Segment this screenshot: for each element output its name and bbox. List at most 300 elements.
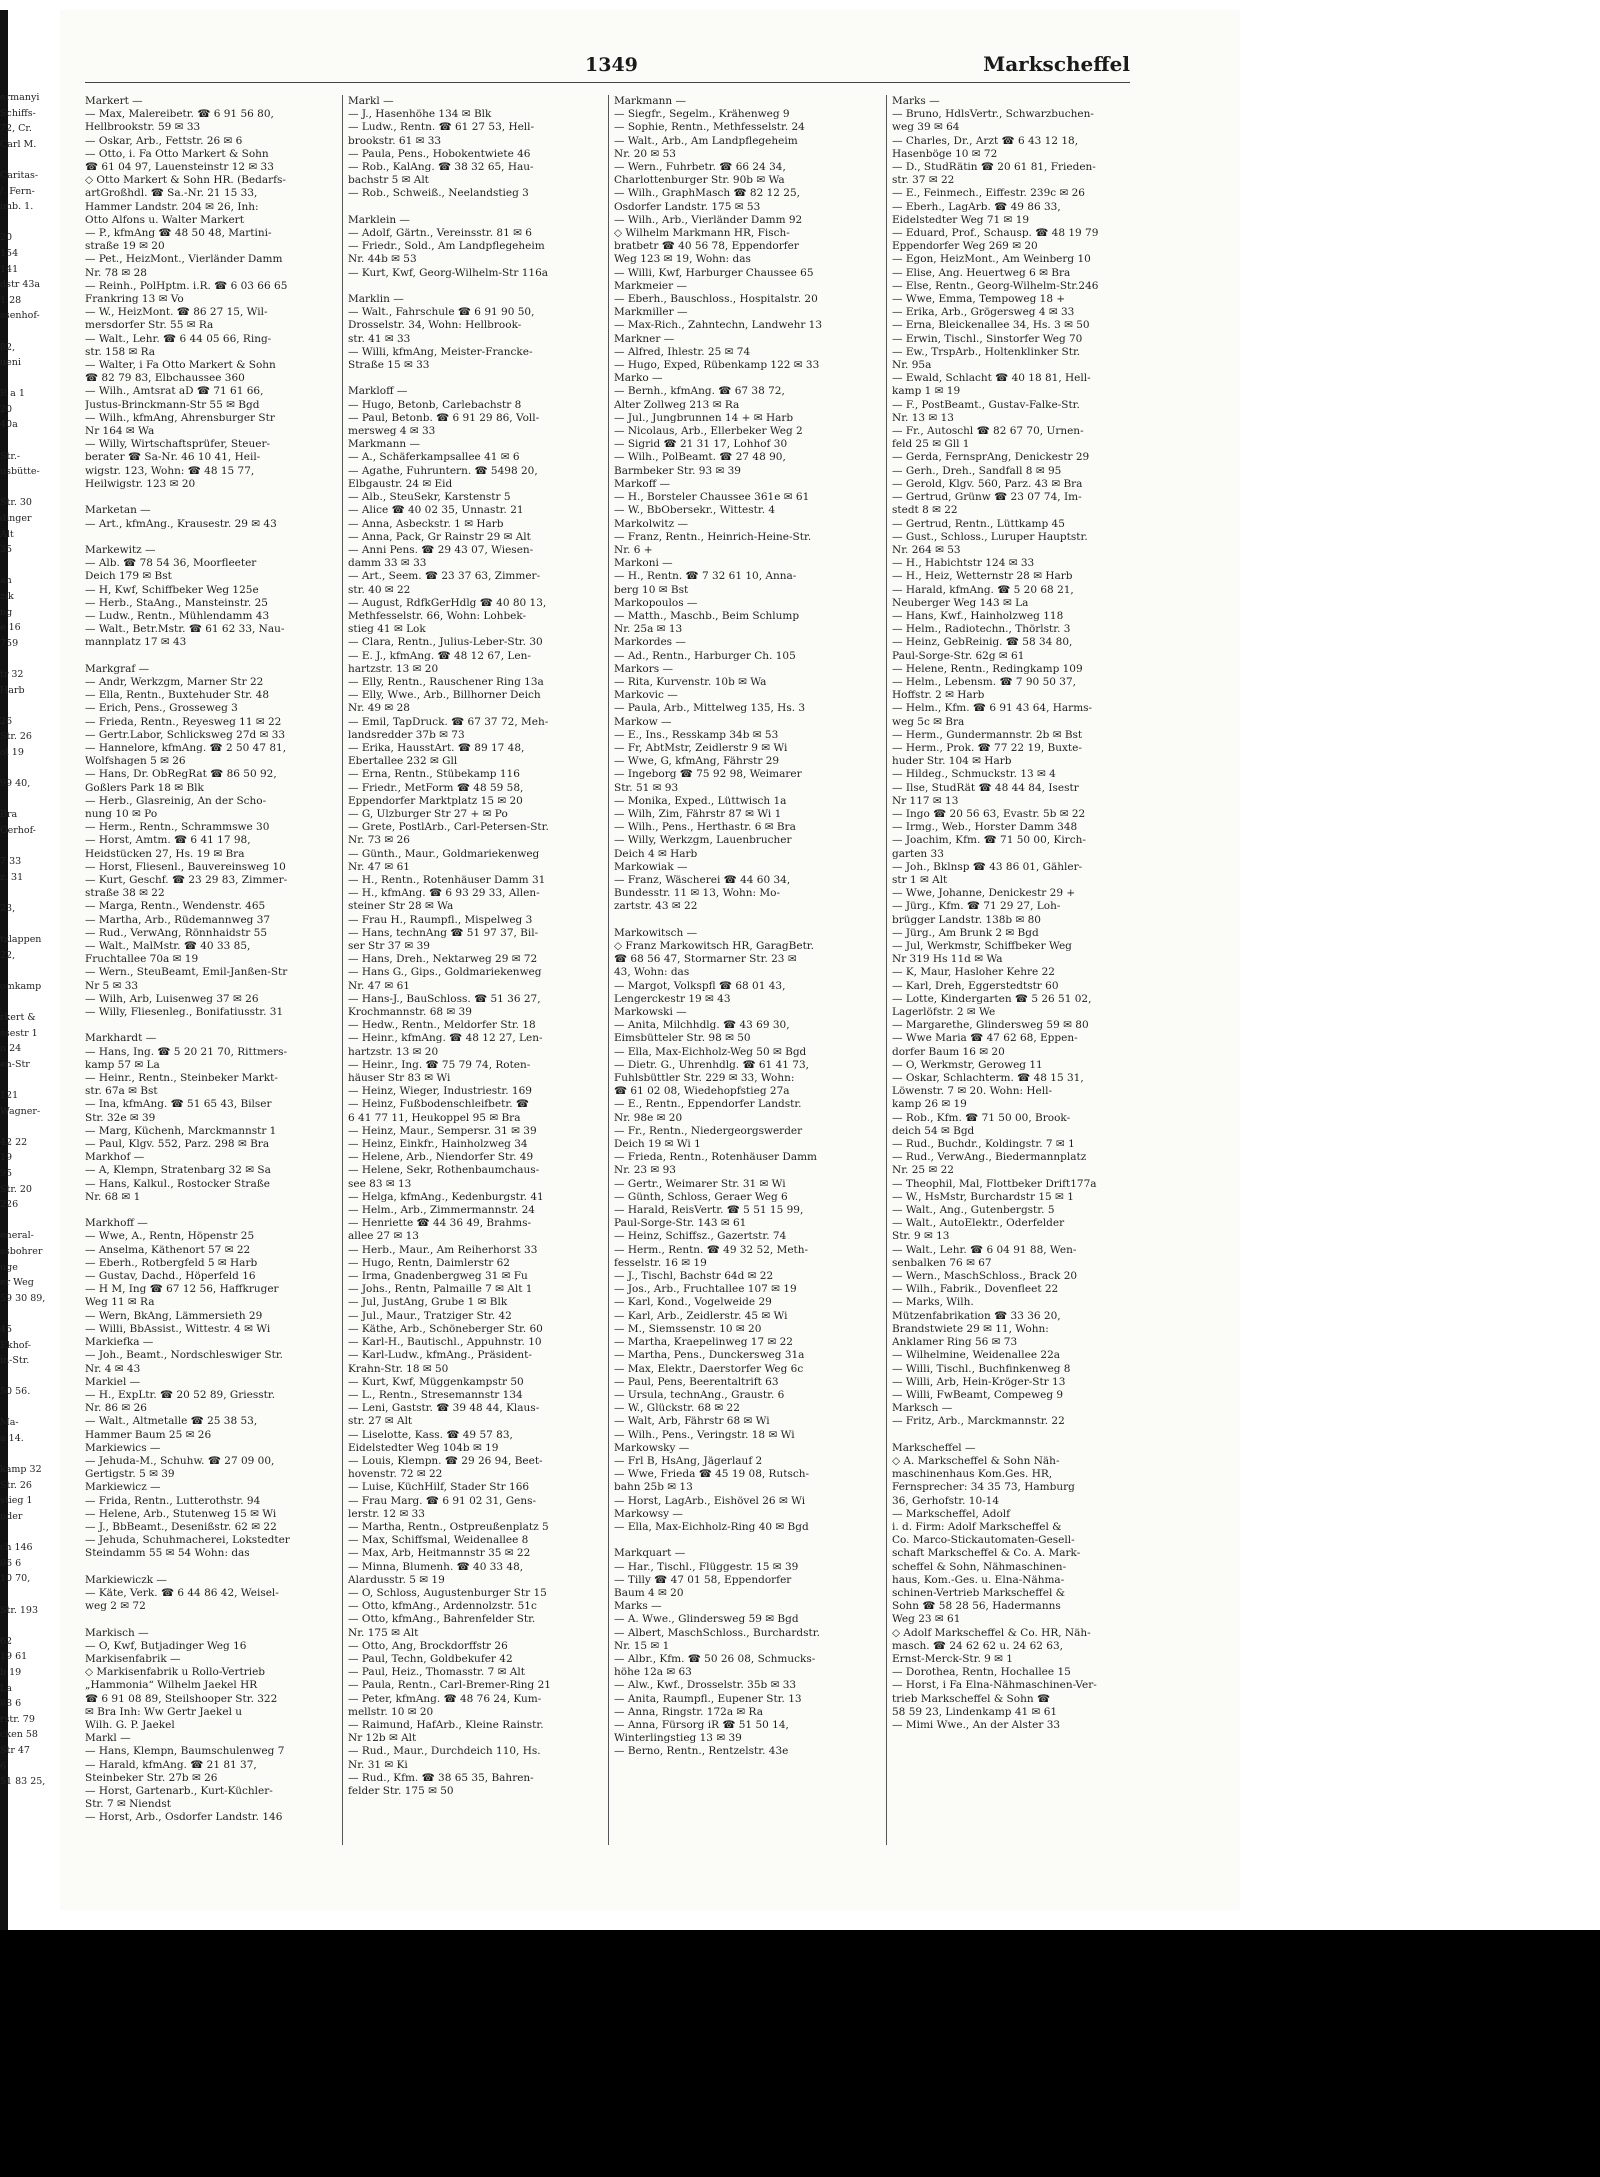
column-1 [85, 95, 341, 1825]
directory-line: — Eberh., LagArb. ☎ 49 86 33, [892, 200, 1061, 213]
directory-line: — Jürg., Am Brunk 2 ✉ Bgd [892, 926, 1039, 939]
previous-page-fragment: 82, [0, 341, 16, 353]
directory-line: — Heinz, Schiffsz., Gazertstr. 74 [614, 1230, 787, 1243]
surname-heading: Markowsy — [614, 1507, 683, 1520]
column-2 [348, 95, 604, 1798]
surname-heading: Markner — [614, 332, 675, 345]
directory-line: — Martha, Kraepelinweg 17 ✉ 22 [614, 1336, 793, 1349]
directory-line: — Hans, Dr. ObRegRat ☎ 86 50 92, [85, 768, 277, 781]
surname-heading: Marklin — [348, 293, 404, 306]
directory-line: — Kurt, Kwf, Georg-Wilhelm-Str 116a [348, 266, 549, 279]
surname-heading: Markmeier — [614, 279, 687, 292]
previous-page-fragment [0, 152, 52, 168]
directory-line: — Ingo ☎ 20 56 63, Evastr. 5b ✉ 22 [892, 807, 1086, 820]
directory-line: Paul-Sorge-Str. 62g ✉ 61 [892, 649, 1025, 662]
directory-line: — Paul, Heiz., Thomasstr. 7 ✉ Alt [348, 1666, 525, 1679]
directory-line: — Max, Arb, Heitmannstr 35 ✉ 22 [348, 1547, 531, 1560]
directory-line: 58 59 23, Lindenkamp 41 ✉ 61 [892, 1705, 1058, 1718]
directory-line: — F., PostBeamt., Gustav-Falke-Str. [892, 398, 1080, 411]
directory-line: — Pet., HeizMont., Vierländer Damm [85, 253, 283, 266]
directory-line: masch. ☎ 24 62 62 u. 24 62 63, [892, 1639, 1063, 1652]
directory-line: — Ewald, Schlacht ☎ 40 18 81, Hell- [892, 372, 1091, 385]
directory-line: — Wilh, Arb, Luisenweg 37 ✉ 26 [85, 992, 259, 1005]
directory-line: wigstr. 123, Wohn: ☎ 48 15 77, [85, 464, 255, 477]
directory-line: — Nicolaus, Arb., Ellerbeker Weg 2 [614, 425, 803, 438]
surname-heading: Markl — [85, 1732, 131, 1745]
previous-page-fragment: Str. 26 [0, 1479, 32, 1491]
directory-line: — Heinz, GebReinig. ☎ 58 34 80, [892, 636, 1073, 649]
directory-line: — Wern, BkAng, Lämmersieth 29 [85, 1309, 263, 1322]
surname-heading: Marketan — [85, 504, 151, 517]
directory-line: — Art., Seem. ☎ 23 37 63, Zimmer- [348, 570, 541, 583]
directory-line: — Emil, TapDruck. ☎ 67 37 72, Meh- [348, 715, 549, 728]
directory-line: damm 33 ✉ 33 [348, 557, 427, 570]
directory-line: Nr 12b ✉ Alt [348, 1732, 417, 1745]
directory-line: — Peter, kfmAng. ☎ 48 76 24, Kum- [348, 1692, 542, 1705]
directory-line: „Hammonia“ Wilhelm Jaekel HR [85, 1679, 258, 1692]
directory-line: Hammer Baum 25 ✉ 26 [85, 1428, 212, 1441]
directory-line: — Horst, LagArb., Eishövel 26 ✉ Wi [614, 1494, 806, 1507]
directory-line: — Walter, i Fa Otto Markert & Sohn [85, 359, 276, 372]
directory-line: — Franz, Rentn., Heinrich-Heine-Str. [614, 530, 812, 543]
directory-line: — Helene, Arb., Niendorfer Str. 49 [348, 1151, 534, 1164]
directory-line: — O, Schloss, Augustenburger Str 15 [348, 1586, 547, 1599]
directory-line: — Harald, kfmAng. ☎ 5 20 68 21, [892, 583, 1074, 596]
directory-line: — Karl, Kond., Vogelweide 29 [614, 1296, 772, 1309]
directory-line: — Berno, Rentn., Rentzelstr. 43e [614, 1745, 789, 1758]
directory-line: Nr. 264 ✉ 53 [892, 543, 961, 556]
directory-line: — Rud., VerwAng, Rönnhaidstr 55 [85, 926, 268, 939]
directory-line: ☎ 61 04 97, Lauensteinstr 12 ✉ 33 [85, 161, 274, 174]
directory-line: — Karl-H., Bautischl., Appuhnstr. 10 [348, 1336, 542, 1349]
previous-page-fragment: 86 6 [0, 1557, 22, 1569]
directory-line: Straße 15 ✉ 33 [348, 359, 430, 372]
previous-page-fragment [0, 1618, 52, 1634]
directory-line: berater ☎ Sa-Nr. 46 10 41, Heil- [85, 451, 261, 464]
directory-line: Elbgaustr. 24 ✉ Eid [348, 477, 453, 490]
directory-line: Nr. 13 ✉ 13 [892, 411, 954, 424]
directory-line: — J., BbBeamt., Desenißstr. 62 ✉ 22 [85, 1520, 277, 1533]
surname-heading: Markisch — [85, 1626, 149, 1639]
directory-line: — Willy, Werkzgm, Lauenbrucher [614, 834, 792, 847]
directory-line: — Wwe, Frieda ☎ 45 19 08, Rutsch- [614, 1468, 810, 1481]
directory-line: — Frida, Rentn., Lutterothstr. 94 [85, 1494, 261, 1507]
directory-line: — Erwin, Tischl., Sinstorfer Weg 70 [892, 332, 1083, 345]
directory-line: — H., Rentn., Rotenhäuser Damm 31 [348, 873, 546, 886]
directory-line [85, 491, 341, 504]
directory-line: — Ursula, technAng., Graustr. 6 [614, 1388, 785, 1401]
directory-line: weg 2 ✉ 72 [85, 1600, 146, 1613]
directory-line: str. 37 ✉ 22 [892, 174, 955, 187]
directory-line: — Ludw., Rentn. ☎ 61 27 53, Hell- [348, 121, 535, 134]
directory-line: — Herm., Rentn. ☎ 49 32 52, Meth- [614, 1243, 809, 1256]
directory-line: — Helm., Kfm. ☎ 6 91 43 64, Harms- [892, 702, 1093, 715]
previous-page-fragment: kamp 32 [0, 1464, 42, 1476]
directory-line: — Gustav, Dachd., Höperfeld 16 [85, 1270, 256, 1283]
directory-line: — Rud., Buchdr., Koldingstr. 7 ✉ 1 [892, 1138, 1075, 1151]
directory-line: — Jul., Jungbrunnen 14 + ✉ Harb [614, 411, 794, 424]
directory-line: deich 54 ✉ Bgd [892, 1124, 975, 1137]
previous-page-fragment: Str 47 [0, 1744, 30, 1756]
directory-line: ☎ 61 02 08, Wiedehopfstieg 27a [614, 1085, 790, 1098]
directory-line: — Walt., MalMstr. ☎ 40 33 85, [85, 940, 251, 952]
directory-line: — Oskar, Arb., Fettstr. 26 ✉ 6 [85, 134, 243, 147]
directory-line: garten 33 [892, 847, 944, 860]
previous-page-fragment: Str.- [0, 450, 21, 462]
directory-line: — G, Ulzburger Str 27 + ✉ Po [348, 807, 508, 820]
previous-page-fragment: dinger [0, 513, 32, 525]
directory-line: trieb Markscheffel & Sohn ☎ [892, 1692, 1051, 1705]
directory-line: str. 67a ✉ Bst [85, 1085, 158, 1098]
directory-line: — O, Werkmstr, Geroweg 11 [892, 1058, 1043, 1071]
directory-line: — Rita, Kurvenstr. 10b ✉ Wa [614, 675, 767, 688]
previous-page-fragment: rstr. 79 [0, 1713, 35, 1725]
surname-heading: Marklein — [348, 213, 410, 226]
directory-line: — Wwe, G, kfmAng, Fährstr 29 [614, 755, 780, 768]
directory-line: Nr. 23 ✉ 93 [614, 1164, 676, 1177]
directory-line: Nr. 98e ✉ 20 [614, 1111, 683, 1124]
directory-line: Lagerlöfstr. 2 ✉ We [892, 1006, 996, 1019]
directory-line: — Franz, Wäscherei ☎ 44 60 34, [614, 873, 791, 886]
directory-line: ◇ Markisenfabrik u Rollo-Vertrieb [85, 1666, 266, 1679]
directory-line: — Marga, Rentn., Wendenstr. 465 [85, 900, 266, 913]
directory-line: Str. 9 ✉ 13 [892, 1230, 950, 1243]
directory-line: Hoffstr. 2 ✉ Harb [892, 689, 985, 702]
directory-line: — H., kfmAng. ☎ 6 93 29 33, Allen- [348, 887, 540, 900]
directory-line [85, 1561, 341, 1574]
directory-line: — Henriette ☎ 44 36 49, Brahms- [348, 1217, 532, 1230]
directory-line: Nr. 6 + [614, 543, 653, 556]
directory-line: — Walt., Lehr. ☎ 6 44 05 66, Ring- [85, 332, 272, 345]
directory-line: — Ingeborg ☎ 75 92 98, Weimarer [614, 768, 802, 781]
scan-border [0, 1930, 1600, 2177]
directory-line: — Ew., TrspArb., Holtenklinker Str. [892, 345, 1081, 358]
directory-line: — P., kfmAng ☎ 48 50 48, Martini- [85, 227, 272, 240]
previous-page-fragment [0, 651, 52, 667]
directory-line: — Walt., Betr.Mstr. ☎ 61 62 33, Nau- [85, 623, 285, 636]
directory-line: weg 5c ✉ Bra [892, 715, 965, 728]
directory-line: 43, Wohn: das [614, 966, 690, 979]
surname-heading: Markors — [614, 662, 673, 675]
directory-line: — Joachim, Kfm. ☎ 71 50 00, Kirch- [892, 834, 1086, 847]
directory-line: Eppendorfer Marktplatz 15 ✉ 20 [348, 794, 523, 807]
directory-line: brookstr. 61 ✉ 33 [348, 134, 442, 147]
directory-line: — Friedr., Sold., Am Landpflegeheim [348, 240, 545, 253]
directory-line: — Walt., Ang., Gutenbergstr. 5 [892, 1204, 1055, 1217]
previous-page-fragment: cken 58 [0, 1729, 38, 1741]
directory-line: — Jos., Arb., Fruchtallee 107 ✉ 19 [614, 1283, 797, 1296]
surname-heading: Markscheffel — [892, 1441, 976, 1454]
directory-line: Weg 23 ✉ 61 [892, 1613, 961, 1626]
directory-line: str. 158 ✉ Ra [85, 345, 156, 358]
directory-line: — Wilh., Fabrik., Dovenfleet 22 [892, 1283, 1059, 1296]
directory-line: — Ilse, StudRät ☎ 48 44 84, Isestr [892, 781, 1079, 794]
previous-page-fragment: Schiffs- [0, 107, 36, 119]
directory-line: Mützenfabrikation ☎ 33 36 20, [892, 1309, 1061, 1322]
directory-line: — Max-Rich., Zahntechn, Landwehr 13 [614, 319, 823, 332]
directory-line [85, 531, 341, 544]
directory-line: — Dorothea, Rentn, Hochallee 15 [892, 1666, 1071, 1679]
previous-page-fragment: 88 6 [0, 1698, 22, 1710]
directory-line: — Gertr.Labor, Schlicksweg 27d ✉ 33 [85, 728, 286, 741]
directory-line: Str. 7 ✉ Niendst [85, 1798, 171, 1811]
previous-page-fragment [0, 792, 52, 808]
directory-line: — Fr, AbtMstr, Zeidlerstr 9 ✉ Wi [614, 741, 788, 754]
previous-page-fragment [0, 215, 52, 231]
directory-line: Nr. 78 ✉ 28 [85, 266, 147, 279]
directory-line: — Rud., Kfm. ☎ 38 65 35, Bahren- [348, 1771, 534, 1784]
column-divider [608, 95, 609, 1845]
previous-page-fragment: R a 1 [0, 388, 25, 400]
directory-line: Lengerckestr 19 ✉ 43 [614, 992, 731, 1005]
directory-line: — Heinz, Einkfr., Hainholzweg 34 [348, 1138, 528, 1151]
directory-line: — Otto, kfmAng., Ardennolzstr. 51c [348, 1600, 537, 1613]
surname-heading: Markopoulos — [614, 596, 698, 609]
directory-line: Otto Alfons u. Walter Markert [85, 213, 244, 226]
directory-line: — Louis, Klempn. ☎ 29 26 94, Beet- [348, 1454, 543, 1467]
surname-heading: Markhoff — [85, 1217, 148, 1230]
directory-line: — E. J., kfmAng. ☎ 48 12 67, Len- [348, 649, 531, 662]
directory-line: — Eduard, Prof., Schausp. ☎ 48 19 79 [892, 227, 1099, 240]
directory-line: — Andr, Werkzgm, Marner Str 22 [85, 675, 264, 688]
directory-line: — Alb. ☎ 78 54 36, Moorfleeter [85, 557, 257, 570]
directory-line: — W., BbObersekr., Wittestr. 4 [614, 504, 776, 517]
directory-line: — J., Tischl, Bachstr 64d ✉ 22 [614, 1270, 774, 1283]
directory-line: Nr 164 ✉ Wa [85, 425, 155, 438]
directory-line: — Matth., Maschb., Beim Schlump [614, 609, 800, 622]
directory-line: — Joh., Beamt., Nordschleswiger Str. [85, 1349, 284, 1362]
previous-page-fragment: ueni [0, 357, 21, 369]
directory-line: Krahn-Str. 18 ✉ 50 [348, 1362, 449, 1375]
directory-line: — Hannelore, kfmAng. ☎ 2 50 47 81, [85, 741, 287, 754]
directory-line: — Gertr., Weimarer Str. 31 ✉ Wi [614, 1177, 786, 1190]
column-4 [892, 95, 1148, 1732]
directory-line: — Bruno, HdlsVertr., Schwarzbuchen- [892, 108, 1094, 121]
previous-page-fragment: omkamp [0, 980, 42, 992]
directory-line: — Reinh., PolHptm. i.R. ☎ 6 03 66 65 [85, 279, 288, 292]
directory-line: zartstr. 43 ✉ 22 [614, 900, 698, 913]
directory-line: — Jul, Werkmstr, Schiffbeker Weg [892, 940, 1072, 952]
directory-line: — Horst, i Fa Elna-Nähmaschinen-Ver- [892, 1679, 1097, 1692]
directory-line: — Jul, JustAng, Grube 1 ✉ Blk [348, 1296, 508, 1309]
directory-line: — H., Habichtstr 124 ✉ 33 [892, 557, 1035, 570]
directory-line: — O, Kwf, Butjadinger Weg 16 [85, 1639, 247, 1652]
directory-line: Löwenstr. 7 ✉ 20. Wohn: Hell- [892, 1085, 1053, 1098]
directory-line: — Markscheffel, Adolf [892, 1507, 1011, 1520]
previous-page-fragment: ch 146 [0, 1542, 33, 1554]
directory-line: hartzstr. 13 ✉ 20 [348, 662, 439, 675]
directory-line: — Herb., StaAng., Mansteinstr. 25 [85, 596, 268, 609]
previous-page-fragments [0, 90, 52, 1930]
directory-line: — Hans, technAng ☎ 51 97 37, Bil- [348, 926, 539, 939]
directory-line: Hasenböge 10 ✉ 72 [892, 147, 998, 160]
directory-line: — Helm., Lebensm. ☎ 7 90 50 37, [892, 675, 1076, 688]
directory-line: ◇ Adolf Markscheffel & Co. HR, Näh- [892, 1626, 1091, 1639]
directory-line: — Willi, Arb, Hein-Kröger-Str 13 [892, 1375, 1066, 1388]
directory-line: Barmbeker Str. 93 ✉ 39 [614, 464, 741, 477]
previous-page-fragment: uge [0, 1261, 18, 1273]
directory-line: — Willi, kfmAng, Meister-Francke- [348, 345, 533, 358]
directory-line: — Horst, Arb., Osdorfer Landstr. 146 [85, 1811, 283, 1824]
directory-line: schaft Markscheffel & Co. A. Mark- [892, 1547, 1081, 1560]
previous-page-fragment: rkert & [0, 1012, 36, 1024]
directory-line: — Käte, Verk. ☎ 6 44 86 42, Weisel- [85, 1586, 279, 1599]
directory-line: mannplatz 17 ✉ 43 [85, 636, 187, 649]
previous-page-fragment: 19 61 [0, 1651, 28, 1663]
directory-line: Heidstücken 27, Hs. 19 ✉ Bra [85, 847, 245, 860]
directory-line [85, 1204, 341, 1217]
directory-line: — Gerold, Klgv. 560, Parz. 43 ✉ Bra [892, 477, 1083, 490]
surname-heading: Markloff — [348, 385, 408, 398]
previous-page-fragment [0, 916, 52, 932]
previous-page-fragment [0, 1119, 52, 1135]
directory-line: Frankring 13 ✉ Vo [85, 293, 184, 306]
directory-line: — Helm., Arb., Zimmermannstr. 24 [348, 1204, 535, 1217]
directory-line: — Herb., Glasreinig, An der Scho- [85, 794, 267, 807]
directory-line: stedt 8 ✉ 22 [892, 504, 958, 517]
directory-line: — Jehuda, Schuhmacherei, Lokstedter [85, 1534, 290, 1547]
directory-line: Goßlers Park 18 ✉ Blk [85, 781, 204, 794]
directory-line: Methfesselstr. 66, Wohn: Lohbek- [348, 609, 527, 622]
directory-line: — Fr., Autoschl ☎ 82 67 70, Urnen- [892, 425, 1084, 438]
directory-line: — Fritz, Arb., Marckmannstr. 22 [892, 1415, 1065, 1428]
directory-line: fesselstr. 16 ✉ 19 [614, 1256, 707, 1269]
surname-heading: Markolwitz — [614, 517, 689, 530]
previous-page-fragment: 10 70, [0, 1573, 31, 1585]
directory-line: i. d. Firm: Adolf Markscheffel & [892, 1520, 1062, 1533]
directory-line: — H, Kwf, Schiffbeker Weg 125e [85, 583, 259, 596]
directory-line: — Willi, Kwf, Harburger Chaussee 65 [614, 266, 814, 279]
previous-page-fragment [0, 885, 52, 901]
directory-line: — Herm., Prok. ☎ 77 22 19, Buxte- [892, 741, 1082, 754]
directory-line: — Jürg., Kfm. ☎ 71 29 27, Loh- [892, 900, 1061, 913]
directory-line: hartzstr. 13 ✉ 20 [348, 1045, 439, 1058]
directory-line: — Anselma, Käthenort 57 ✉ 22 [85, 1243, 251, 1256]
previous-page-fragment: Str. 26 [0, 731, 32, 743]
previous-page-fragment [0, 1587, 52, 1603]
directory-line: — Margot, Volkspfl ☎ 68 01 43, [614, 979, 786, 992]
directory-line: — Max, Schiffsmal, Weidenallee 8 [348, 1534, 529, 1547]
previous-page-fragment: Carl M. [0, 138, 37, 150]
directory-line: — Hans-J., BauSchloss. ☎ 51 36 27, [348, 992, 541, 1005]
directory-line: — Ella, Max-Eichholz-Ring 40 ✉ Bgd [614, 1520, 809, 1533]
directory-line: — Alw., Kwf., Drosselstr. 35b ✉ 33 [614, 1679, 797, 1692]
directory-line: — H., Heiz, Wetternstr 28 ✉ Harb [892, 570, 1073, 583]
directory-line: mellstr. 10 ✉ 20 [348, 1705, 434, 1718]
previous-page-fragment [0, 698, 52, 714]
directory-line: — Rob., Kfm. ☎ 71 50 00, Brook- [892, 1111, 1071, 1124]
directory-line: Alter Zollweg 213 ✉ Ra [614, 398, 740, 411]
directory-line: — D., StudRätin ☎ 20 61 81, Frieden- [892, 161, 1096, 174]
directory-line: Nr. 95a [892, 359, 932, 372]
surname-heading: Marks — [614, 1600, 662, 1613]
directory-line: ◇ Franz Markowitsch HR, GaragBetr. [614, 940, 814, 952]
directory-line: — Fr., Rentn., Niedergeorgswerder [614, 1124, 803, 1137]
directory-line: — Elise, Ang. Heuertweg 6 ✉ Bra [892, 266, 1071, 279]
directory-line: — Paul, Klgv. 552, Parz. 298 ✉ Bra [85, 1138, 270, 1151]
directory-line: höhe 12a ✉ 63 [614, 1666, 692, 1679]
directory-line: — Hugo, Betonb, Carlebachstr 8 [348, 398, 522, 411]
directory-line: — Egon, HeizMont., Am Weinberg 10 [892, 253, 1091, 266]
directory-line: — Elly, Wwe., Arb., Billhorner Deich [348, 689, 541, 702]
directory-line: Alardusstr. 5 ✉ 19 [348, 1573, 445, 1586]
directory-line: Baum 4 ✉ 20 [614, 1586, 684, 1599]
directory-line: — Heinr., kfmAng. ☎ 48 12 27, Len- [348, 1032, 543, 1045]
directory-line: str. 40 ✉ 22 [348, 583, 411, 596]
directory-line: — Hugo, Exped, Rübenkamp 122 ✉ 33 [614, 359, 820, 372]
directory-line: str. 27 ✉ Alt [348, 1415, 413, 1428]
previous-page-fragment: zik [0, 591, 14, 602]
directory-line: — Albert, MaschSchloss., Burchardstr. [614, 1626, 820, 1639]
previous-page-fragment: 23, [0, 902, 16, 914]
directory-line: Fuhlsbüttler Str. 229 ✉ 33, Wohn: [614, 1072, 795, 1085]
directory-line: — Walt, Arb, Fährstr 68 ✉ Wi [614, 1415, 770, 1428]
directory-line: — Heinz, Maur., Sempersr. 31 ✉ 39 [348, 1124, 537, 1137]
directory-line: — Helene, Arb., Stutenweg 15 ✉ Wi [85, 1507, 277, 1520]
directory-line: — Heinz, Wieger, Industriestr. 169 [348, 1085, 532, 1098]
directory-line: mersweg 4 ✉ 33 [348, 425, 436, 438]
directory-line: — Ina, kfmAng. ☎ 51 65 43, Bilser [85, 1098, 272, 1111]
previous-page-fragment [0, 1306, 52, 1322]
directory-line: Paul-Sorge-Str. 143 ✉ 61 [614, 1217, 747, 1230]
directory-line: — Johs., Rentn, Palmaille 7 ✉ Alt 1 [348, 1283, 533, 1296]
directory-line: — Oskar, Schlachterm. ☎ 48 15 31, [892, 1072, 1084, 1085]
surname-heading: Markoni — [614, 557, 673, 570]
previous-page-fragment: tzlappen [0, 934, 42, 946]
directory-line: see 83 ✉ 13 [348, 1177, 412, 1190]
surname-heading: Markhardt — [85, 1032, 157, 1045]
previous-page-fragment: ermanyi [0, 92, 40, 103]
previous-page-fragment [0, 1369, 52, 1385]
directory-line: dorfer Baum 16 ✉ 20 [892, 1045, 1005, 1058]
directory-line: Deich 4 ✉ Harb [614, 847, 698, 860]
directory-line: Eimsbütteler Str. 98 ✉ 50 [614, 1032, 751, 1045]
directory-line: — Martha, Pens., Dunckersweg 31a [614, 1349, 805, 1362]
surname-heading: Markordes — [614, 636, 686, 649]
directory-line [85, 1019, 341, 1032]
directory-line: Brandstwiete 29 ✉ 11, Wohn: [892, 1322, 1049, 1335]
surname-heading: Markmiller — [614, 306, 688, 319]
directory-line: — Erna, Bleickenallee 34, Hs. 3 ✉ 50 [892, 319, 1090, 332]
directory-line: bratbetr ☎ 40 56 78, Eppendorfer [614, 240, 799, 253]
directory-line: — Ella, Rentn., Buxtehuder Str. 48 [85, 689, 269, 702]
directory-line: — Wern., SteuBeamt, Emil-Janßen-Str [85, 966, 288, 979]
surname-heading: Markisenfabrik — [85, 1652, 181, 1665]
directory-line: — Wwe, Emma, Tempoweg 18 + [892, 293, 1066, 306]
directory-line: — W., HeizMont. ☎ 86 27 15, Wil- [85, 306, 268, 319]
directory-line: — Margarethe, Glindersweg 59 ✉ 80 [892, 1019, 1089, 1032]
directory-line: Neuberger Weg 143 ✉ La [892, 596, 1029, 609]
directory-line: — Alice ☎ 40 02 35, Unnastr. 21 [348, 504, 524, 517]
directory-line: — Otto, Ang, Brockdorffstr 26 [348, 1639, 508, 1652]
directory-line: — Kurt, Geschf. ☎ 23 29 83, Zimmer- [85, 873, 288, 886]
directory-line: — Rud., VerwAng., Biedermannplatz [892, 1151, 1087, 1164]
directory-line: — K, Maur, Hasloher Kehre 22 [892, 966, 1055, 979]
directory-line: ser Str 37 ✉ 39 [348, 940, 430, 952]
column-divider [886, 95, 887, 1845]
directory-line: Hammer Landstr. 204 ✉ 26, Inh: [85, 200, 259, 213]
directory-line: — A., Schäferkampsallee 41 ✉ 6 [348, 451, 520, 464]
directory-line: — Anita, Milchhdlg. ☎ 43 69 30, [614, 1019, 790, 1032]
directory-line: — Siegfr., Segelm., Krähenweg 9 [614, 108, 790, 121]
directory-line: — Else, Rentn., Georg-Wilhelm-Str.246 [892, 279, 1099, 292]
directory-line: huder Str. 104 ✉ Harb [892, 755, 1012, 768]
previous-page-fragment: 759 [0, 637, 19, 649]
directory-line: feld 25 ✉ Gll 1 [892, 438, 970, 451]
directory-line: kamp 1 ✉ 19 [892, 385, 961, 398]
directory-line: — Anni Pens. ☎ 29 43 07, Wiesen- [348, 543, 534, 556]
directory-line: — E., Feinmech., Eiffestr. 239c ✉ 26 [892, 187, 1085, 200]
